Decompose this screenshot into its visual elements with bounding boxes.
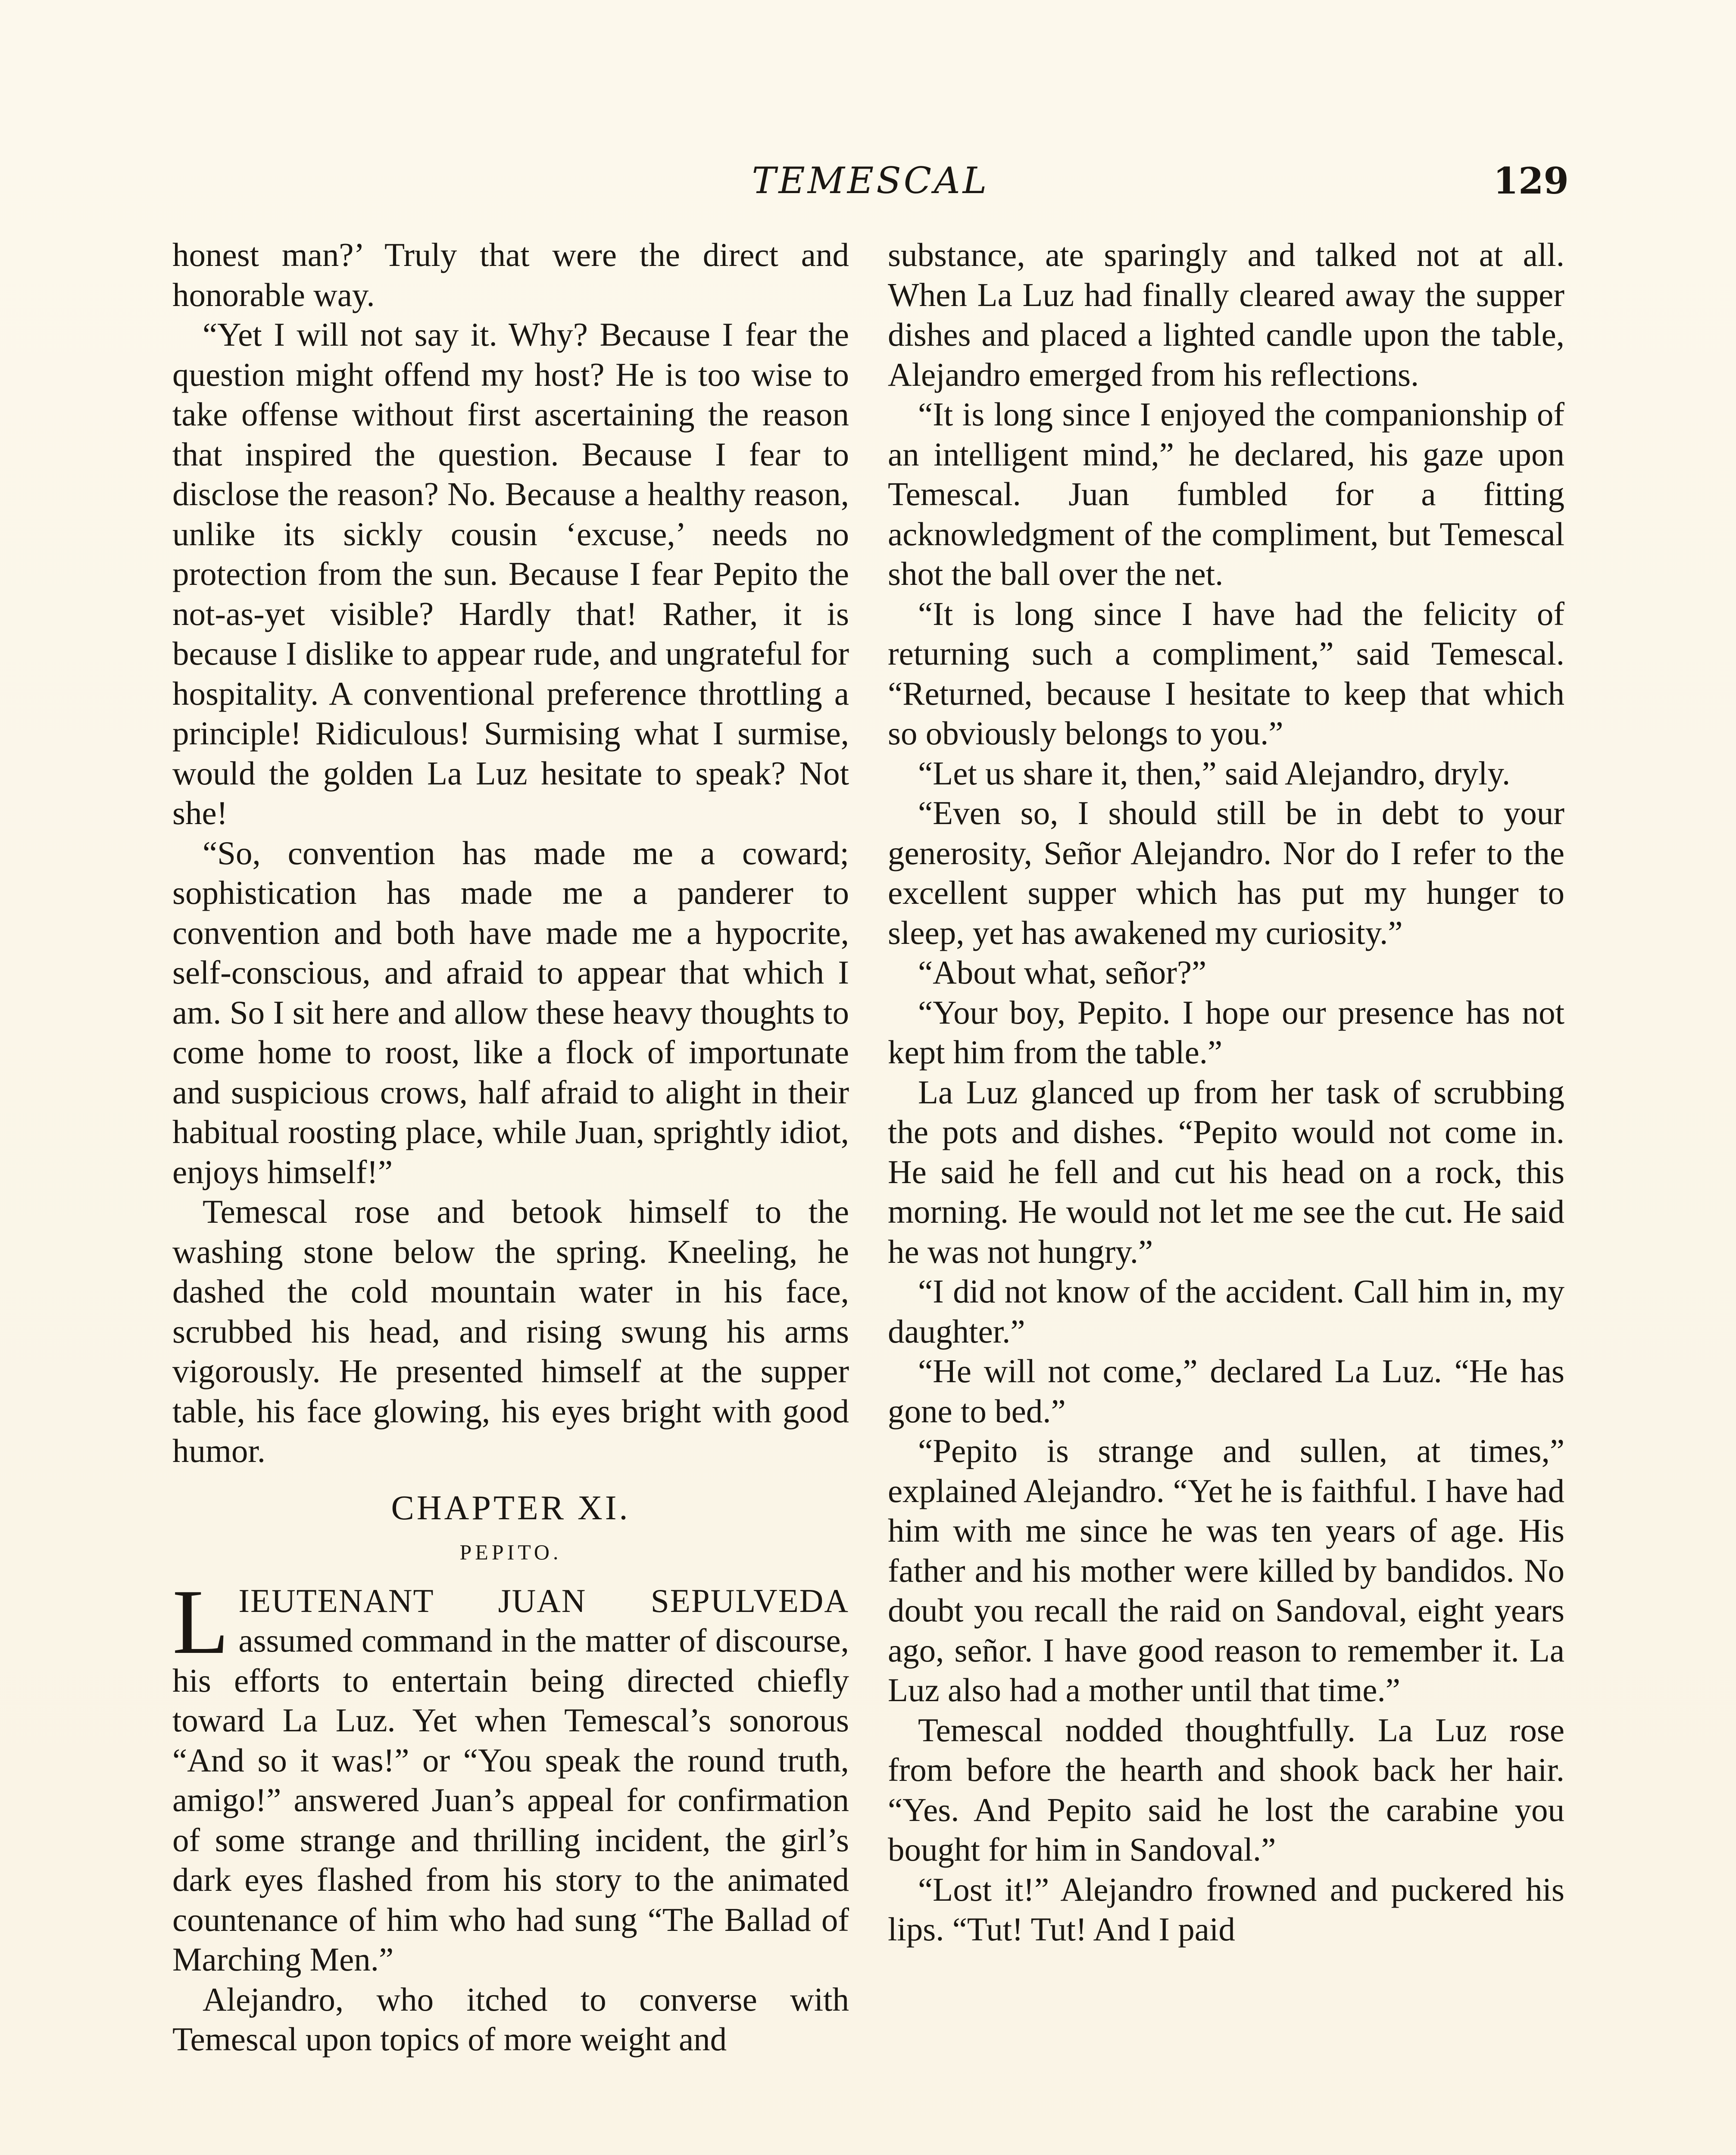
- paragraph: “So, convention has made me a coward; sophistication has made me a panderer to convention and both have made me a hypocrite, self-conscious, and afraid to appear that which I am. So I sit here and allow these heavy thoughts to come home to roost, like a flock of importunate and suspicious crows, half afraid to alight in their habitual roosting place, while Juan, sprightly idiot, enjoys himself!”: [172, 834, 849, 1190]
- paragraph: “Your boy, Pepito. I hope our presence has not kept him from the table.”: [888, 993, 1564, 1071]
- paragraph: Temescal rose and betook himself to the washing stone below the spring. Kneeling, he dashed the cold mountain water in his face, scrubbed his head, and rising swung his arms vigorously. He presented himself at the supper table, his face glowing, his eyes bright with good humor.: [172, 1193, 849, 1469]
- page-number: 129: [1493, 159, 1569, 202]
- right-column: [888, 235, 1564, 2155]
- paragraph: “It is long since I enjoyed the companionship of an intelligent mind,” he declared, his gaze upon Temescal. Juan fumbled for a fitting acknowledgment of the compliment, but Temescal shot the ball over the net.: [888, 396, 1564, 592]
- paragraph: “Even so, I should still be in debt to your generosity, Señor Alejandro. Nor do I refer to the excellent supper which has put my hunger to sleep, yet has awakened my curiosity.”: [888, 794, 1564, 951]
- paragraph: “Yet I will not say it. Why? Because I fear the question might offend my host? He is too wise to take offense without first ascertaining the reason that inspired the question. Because I fear to disclose the reason? No. Because a healthy reason, unlike its sickly cousin ‘excuse,’ needs no protection from the sun. Because I fear Pepito the not-as-yet visible? Hardly that! Rather, it is because I dislike to appear rude, and ungrateful for hospitality. A conventional preference throttling a principle! Ridiculous! Surmising what I surmise, would the golden La Luz hesitate to speak? Not she!: [172, 316, 849, 831]
- paragraph: substance, ate sparingly and talked not at all. When La Luz had finally cleared away the supper dishes and placed a lighted candle upon the table, Alejandro emerged from his reflections.: [888, 236, 1564, 393]
- running-title: TEMESCAL: [752, 159, 990, 202]
- paragraph: Temescal nodded thoughtfully. La Luz rose from before the hearth and shook back her hair. “Yes. And Pepito said he lost the carabine you bought for him in Sandoval.”: [888, 1711, 1564, 1868]
- lead-in-caps: IEUTENANT JUAN SEPULVEDA: [238, 1582, 849, 1619]
- paragraph: “Pepito is strange and sullen, at times,” explained Alejandro. “Yet he is faithful. I have had him with me since he was ten years of age. His father and his mother were killed by bandidos. No doubt you recall the raid on Sandoval, eight years ago, señor. I have good reason to remember it. La Luz also had a mother until that time.”: [888, 1432, 1564, 1708]
- paragraph: honest man?’ Truly that were the direct and honorable way.: [172, 236, 849, 313]
- paragraph: “He will not come,” declared La Luz. “He has gone to bed.”: [888, 1352, 1564, 1430]
- paragraph: “I did not know of the accident. Call him in, my daughter.”: [888, 1273, 1564, 1350]
- paragraph: Alejandro, who itched to converse with Temescal upon topics of more weight and: [172, 1980, 849, 2058]
- page-header: [172, 159, 1569, 224]
- drop-cap: L: [172, 1570, 229, 1673]
- chapter-opening-paragraph: [172, 1570, 849, 1980]
- paragraph: “Let us share it, then,” said Alejandro, dryly.: [918, 754, 1511, 792]
- paragraph: “It is long since I have had the felicity of returning such a compliment,” said Temescal. “Returned, because I hesitate to keep that which so obviously belongs to you.”: [888, 595, 1564, 752]
- paragraph: “Lost it!” Alejandro frowned and puckered his lips. “Tut! Tut! And I paid: [888, 1871, 1564, 1948]
- left-column: [172, 235, 849, 2155]
- paragraph: “About what, señor?”: [918, 954, 1207, 991]
- paragraph-text: assumed command in the matter of discourse, his efforts to entertain being directed chiefly toward La Luz. Yet when Temescal’s sonorous “And so it was!” or “You speak the round truth, amigo!” answered Juan’s appeal for confirmation of some strange and thrilling incident, the girl’s dark eyes flashed from his story to the animated countenance of him who had sung “The Ballad of Marching Men.”: [172, 1622, 849, 1978]
- chapter-heading: CHAPTER XI.: [391, 1489, 631, 1527]
- paragraph: La Luz glanced up from her task of scrubbing the pots and dishes. “Pepito would not come in. He said he fell and cut his head on a rock, this morning. He would not let me see the cut. He said he was not hungry.”: [888, 1073, 1564, 1270]
- chapter-subtitle: PEPITO.: [459, 1540, 562, 1564]
